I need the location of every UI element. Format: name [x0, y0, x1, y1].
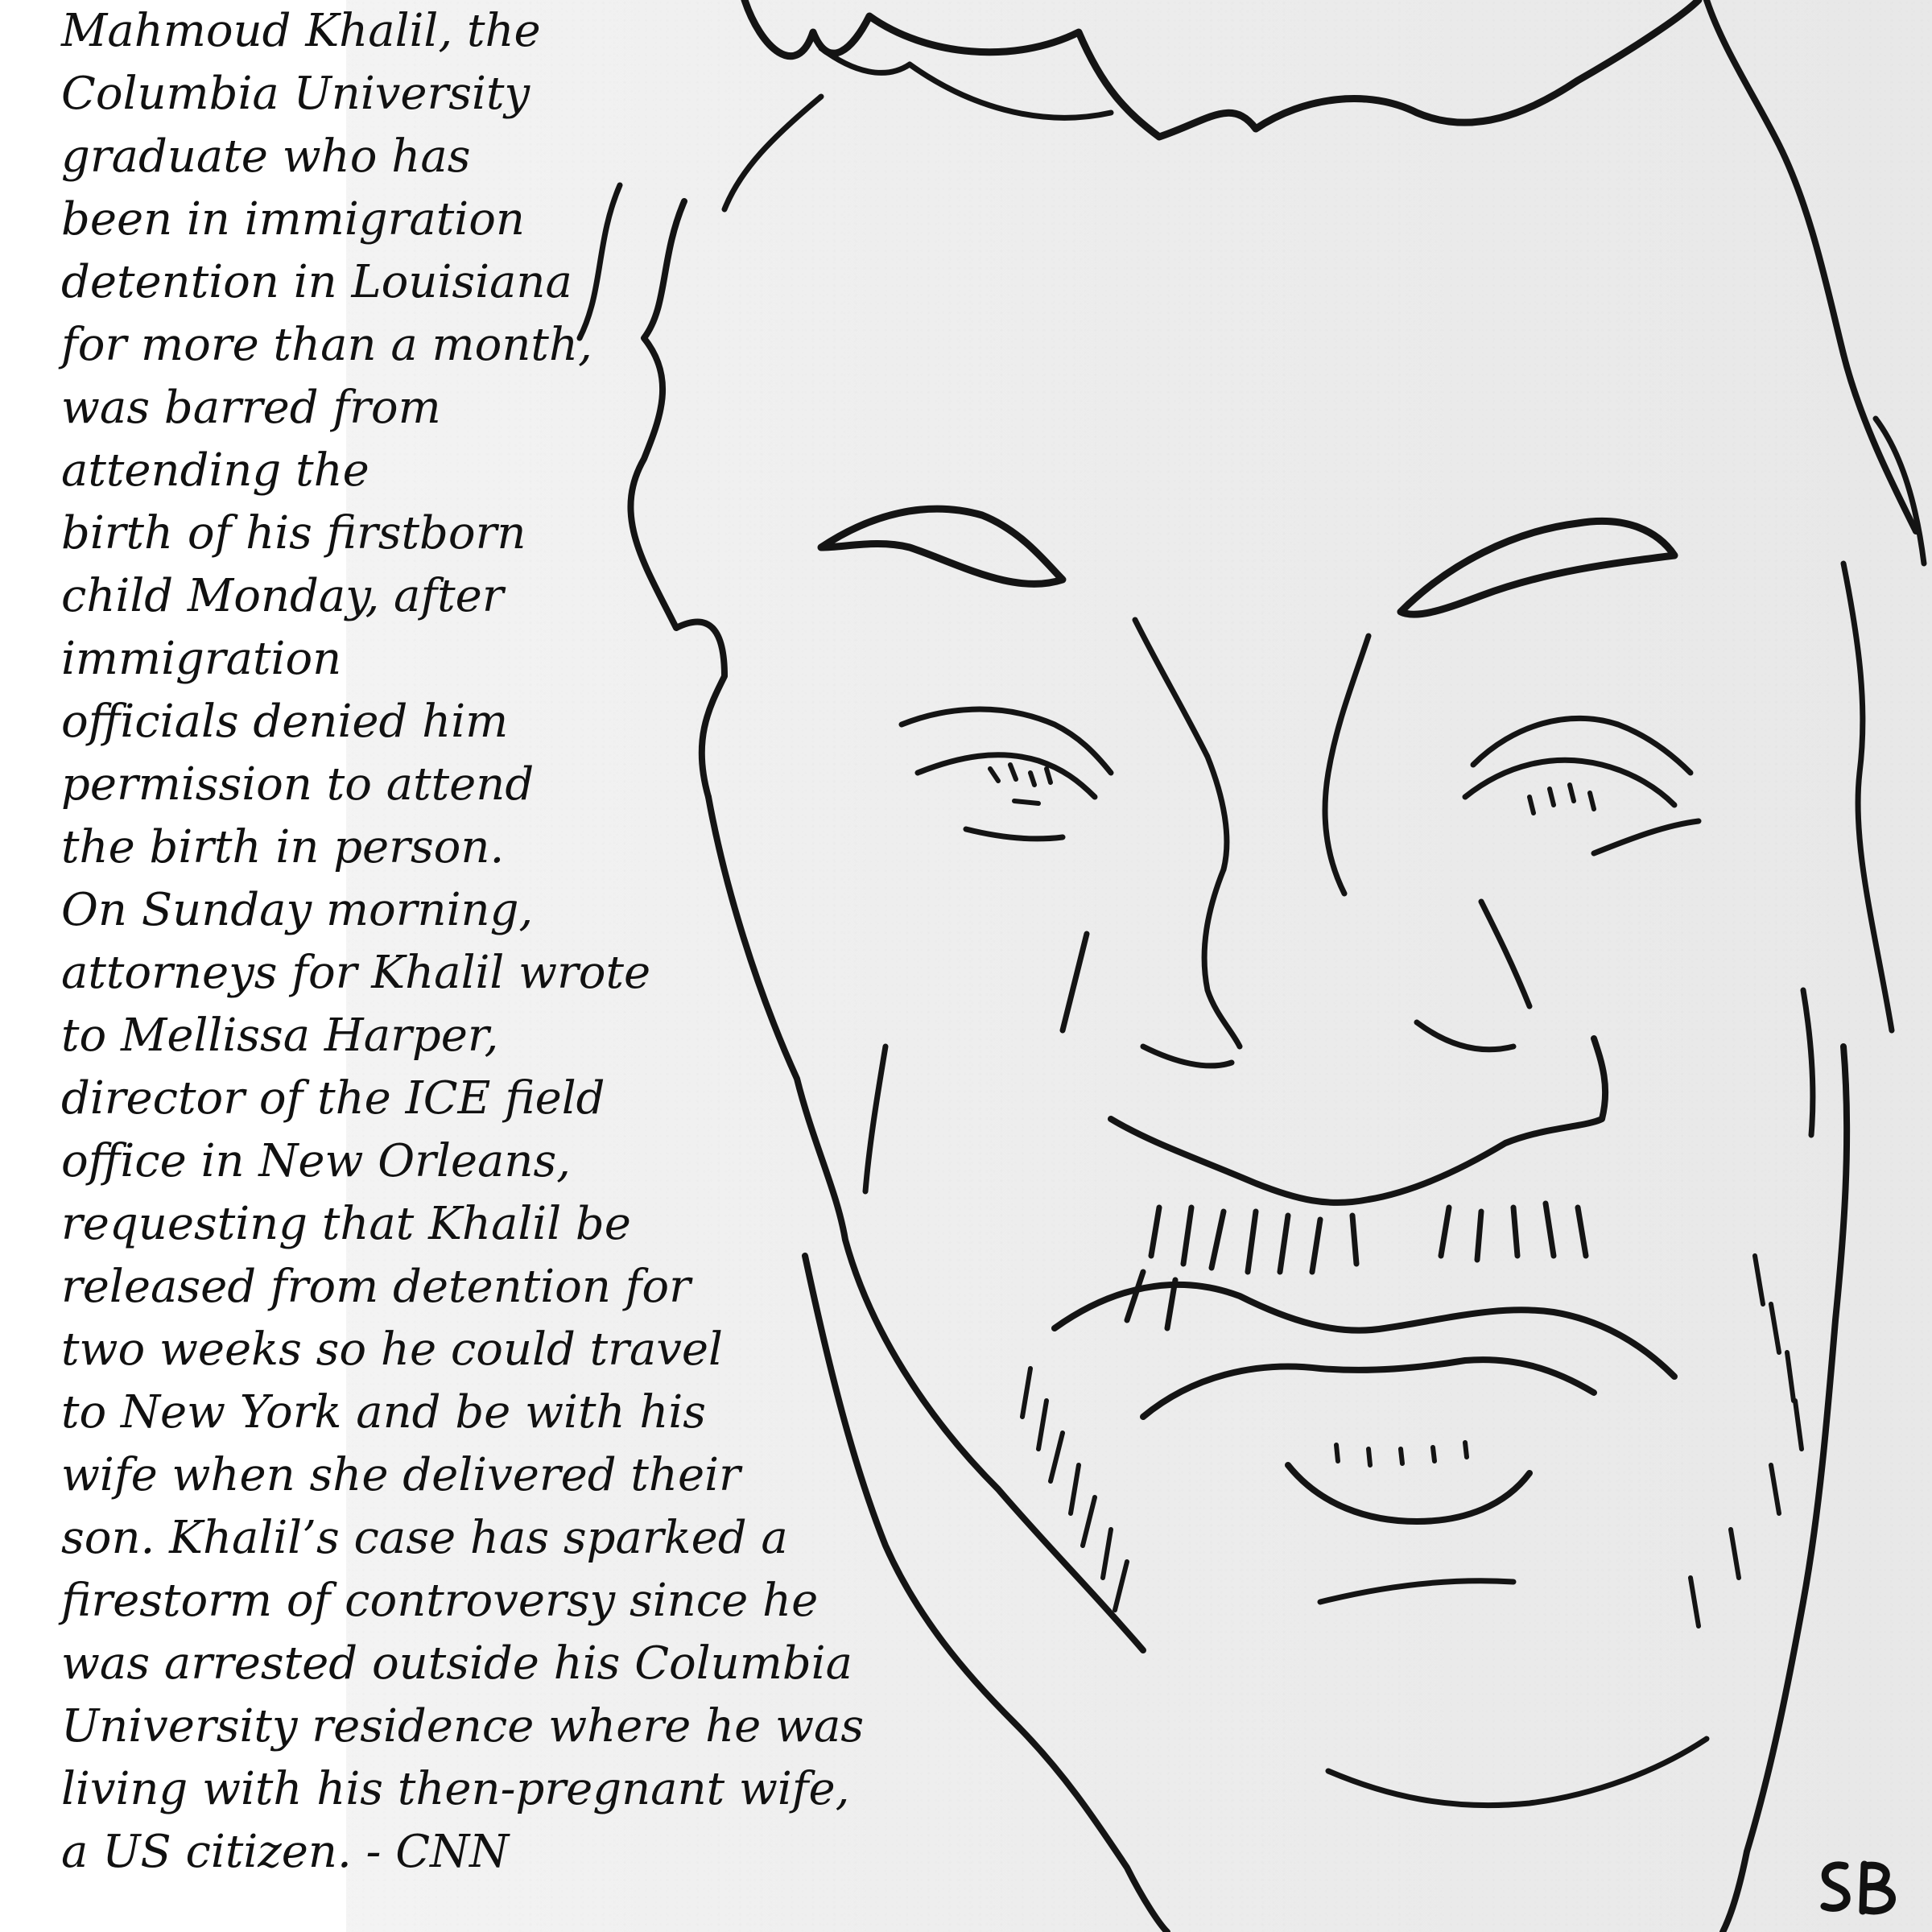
left-eye-upper: [902, 709, 1111, 773]
news-caption: [61, 0, 914, 1884]
caption-line: firestorm of controversy since he: [61, 1575, 819, 1627]
caption-line: attending the: [61, 444, 369, 497]
nostril-right: [1417, 1022, 1513, 1050]
caption-line: birth of his firstborn: [61, 507, 526, 559]
caption-line: office in New Orleans,: [61, 1135, 571, 1187]
lip-marks: [1336, 1443, 1467, 1465]
left-eye-lower: [918, 755, 1095, 797]
right-side-contour: [1843, 564, 1892, 1030]
caption-line: a US citizen. - CNN: [61, 1826, 510, 1878]
caption-line: was barred from: [61, 382, 441, 434]
caption-line: for more than a month,: [61, 319, 592, 371]
right-eyebrow: [1401, 521, 1674, 614]
caption-line: immigration: [61, 633, 342, 685]
artist-signature: [1818, 1860, 1906, 1916]
right-cheek-line: [1803, 990, 1813, 1135]
caption-line: permission to attend: [61, 758, 535, 811]
nose-side-left: [1204, 869, 1240, 1046]
caption-line: wife when she delivered their: [61, 1449, 741, 1501]
caption-line: Mahmoud Khalil, the: [61, 5, 541, 57]
caption-line: released from detention for: [61, 1261, 691, 1313]
caption-line: to Mellissa Harper,: [61, 1009, 499, 1062]
caption-line: officials denied him: [61, 696, 509, 748]
caption-line: the birth in person.: [61, 821, 505, 873]
caption-line: On Sunday morning,: [61, 884, 534, 936]
nostril-left: [1143, 1046, 1232, 1066]
caption-line: was arrested outside his Columbia: [61, 1637, 852, 1690]
caption-line: detention in Louisiana: [61, 256, 572, 308]
nose-bridge-right: [1325, 636, 1368, 894]
lower-lip: [1288, 1465, 1530, 1521]
nasolabial-right: [1481, 902, 1530, 1006]
caption-line: son. Khalil’s case has sparked a: [61, 1512, 788, 1564]
caption-line: University residence where he was: [61, 1700, 865, 1752]
right-ear: [1876, 419, 1924, 564]
caption-line: to New York and be with his: [61, 1386, 707, 1439]
caption-line: requesting that Khalil be: [61, 1198, 631, 1250]
caption-line: two weeks so he could travel: [61, 1323, 723, 1376]
left-eye-underline: [966, 829, 1063, 839]
nose-bridge-left: [1135, 620, 1227, 869]
nasolabial-left: [1063, 934, 1087, 1030]
caption-line: living with his then-pregnant wife,: [61, 1763, 850, 1815]
caption-line: director of the ICE field: [61, 1072, 605, 1125]
caption-line: been in immigration: [61, 193, 525, 246]
right-eye-underline: [1594, 821, 1699, 853]
caption-line: graduate who has: [61, 130, 471, 183]
left-iris-marks: [990, 765, 1051, 803]
right-head-contour: [1707, 0, 1916, 531]
right-beard-strokes: [1690, 1256, 1802, 1626]
caption-line: attorneys for Khalil wrote: [61, 947, 651, 999]
chin-line: [1320, 1581, 1513, 1602]
right-eye-upper: [1473, 718, 1690, 773]
caption-line: Columbia University: [61, 68, 530, 120]
upper-lip: [1143, 1360, 1594, 1417]
caption-line: child Monday, after: [61, 570, 504, 622]
mustache-upper: [1055, 1285, 1674, 1377]
chin-contour: [1328, 1739, 1707, 1806]
right-jaw-contour: [1723, 1046, 1847, 1932]
right-iris-marks: [1530, 785, 1594, 813]
